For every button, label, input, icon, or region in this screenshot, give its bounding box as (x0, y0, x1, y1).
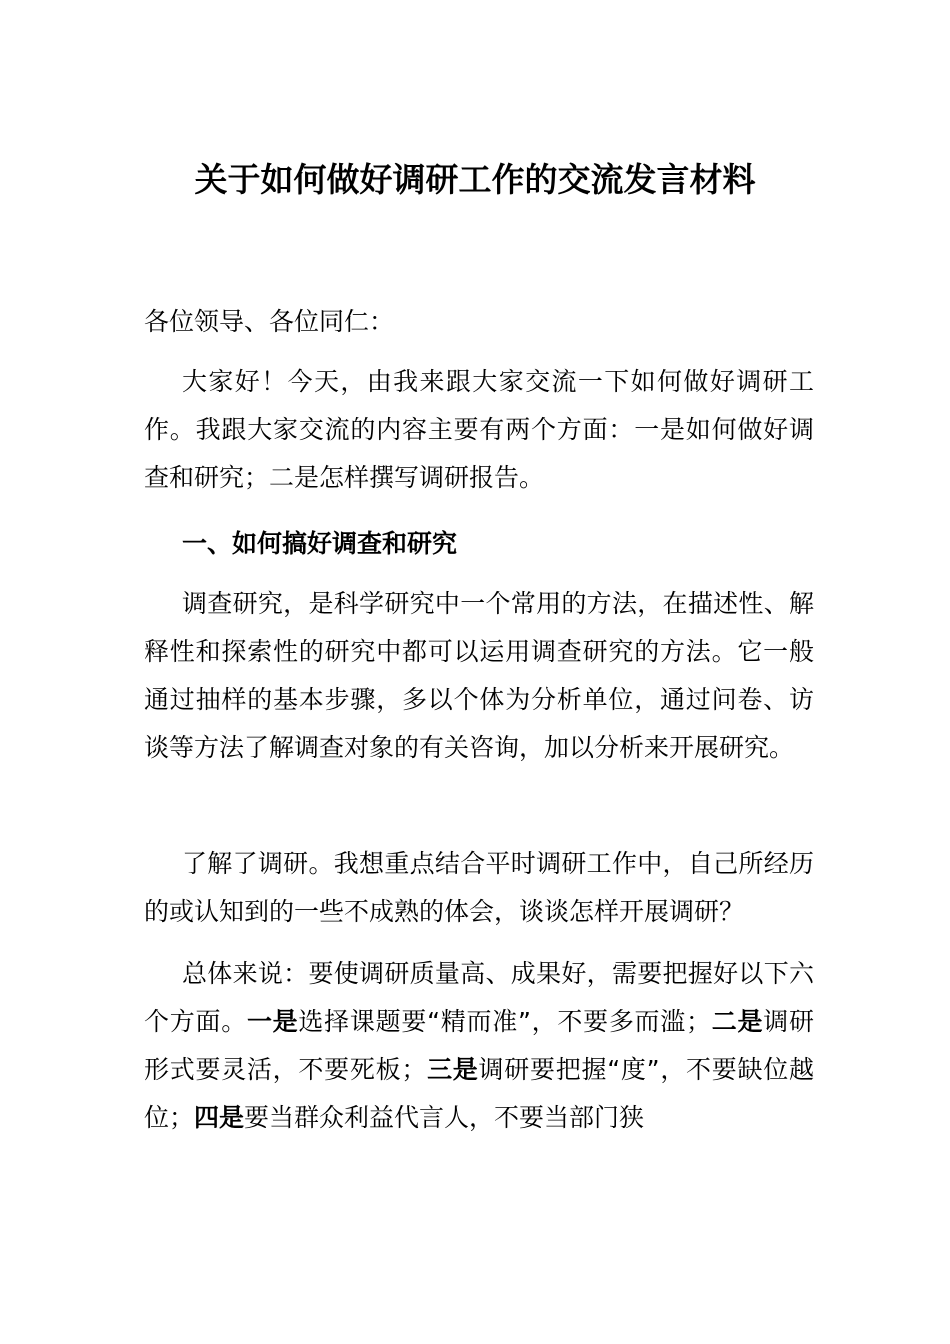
document-title: 关于如何做好调研工作的交流发言材料 (194, 160, 756, 199)
paragraph-1 (144, 358, 814, 502)
paragraph-3 (144, 840, 814, 936)
section-heading-1-text: 一、如何搞好调查和研究 (182, 529, 458, 558)
point-1-label: 一是 (246, 1007, 299, 1036)
point-4-text: 要当群众利益代言人，不要当部门狭 (244, 1103, 645, 1132)
paragraph-2 (144, 580, 814, 772)
salutation (144, 298, 814, 346)
paragraph-2-text: 调查研究，是科学研究中一个常用的方法，在描述性、解释性和探索性的研究中都可以运用调查研究的方法。它一般通过抽样的基本步骤，多以个体为分析单位，通过问卷、访谈等方法了解调查对象的有关咨询，加以分析来开展研究。 (144, 589, 814, 762)
point-3-label: 三是 (426, 1055, 479, 1084)
paragraph-3-text: 了解了调研。我想重点结合平时调研工作中，自己所经历的或认知到的一些不成熟的体会，谈谈怎样开展调研？ (144, 849, 814, 926)
paragraph-1-text: 大家好！今天，由我来跟大家交流一下如何做好调研工作。我跟大家交流的内容主要有两个方面：一是如何做好调查和研究；二是怎样撰写调研报告。 (144, 367, 814, 492)
point-4-label: 四是 (194, 1103, 245, 1132)
paragraph-4 (144, 950, 814, 1142)
point-2-label: 二是 (711, 1007, 764, 1036)
section-heading-1 (144, 520, 814, 568)
point-1-text: 选择课题要“精而准”，不要多而滥； (298, 1007, 712, 1036)
paragraph-4-intro: 总体来说：要使调研质量高、成果好，需要把握好以下六个方面。 (144, 959, 814, 1036)
salutation-text: 各位领导、各位同仁： (144, 307, 395, 336)
paragraph-4-text (144, 950, 814, 1142)
point-2-text: 调研形式要灵活，不要死板； (144, 1007, 814, 1084)
point-3-text: 调研要把握“度”，不要缺位越位； (144, 1055, 814, 1132)
